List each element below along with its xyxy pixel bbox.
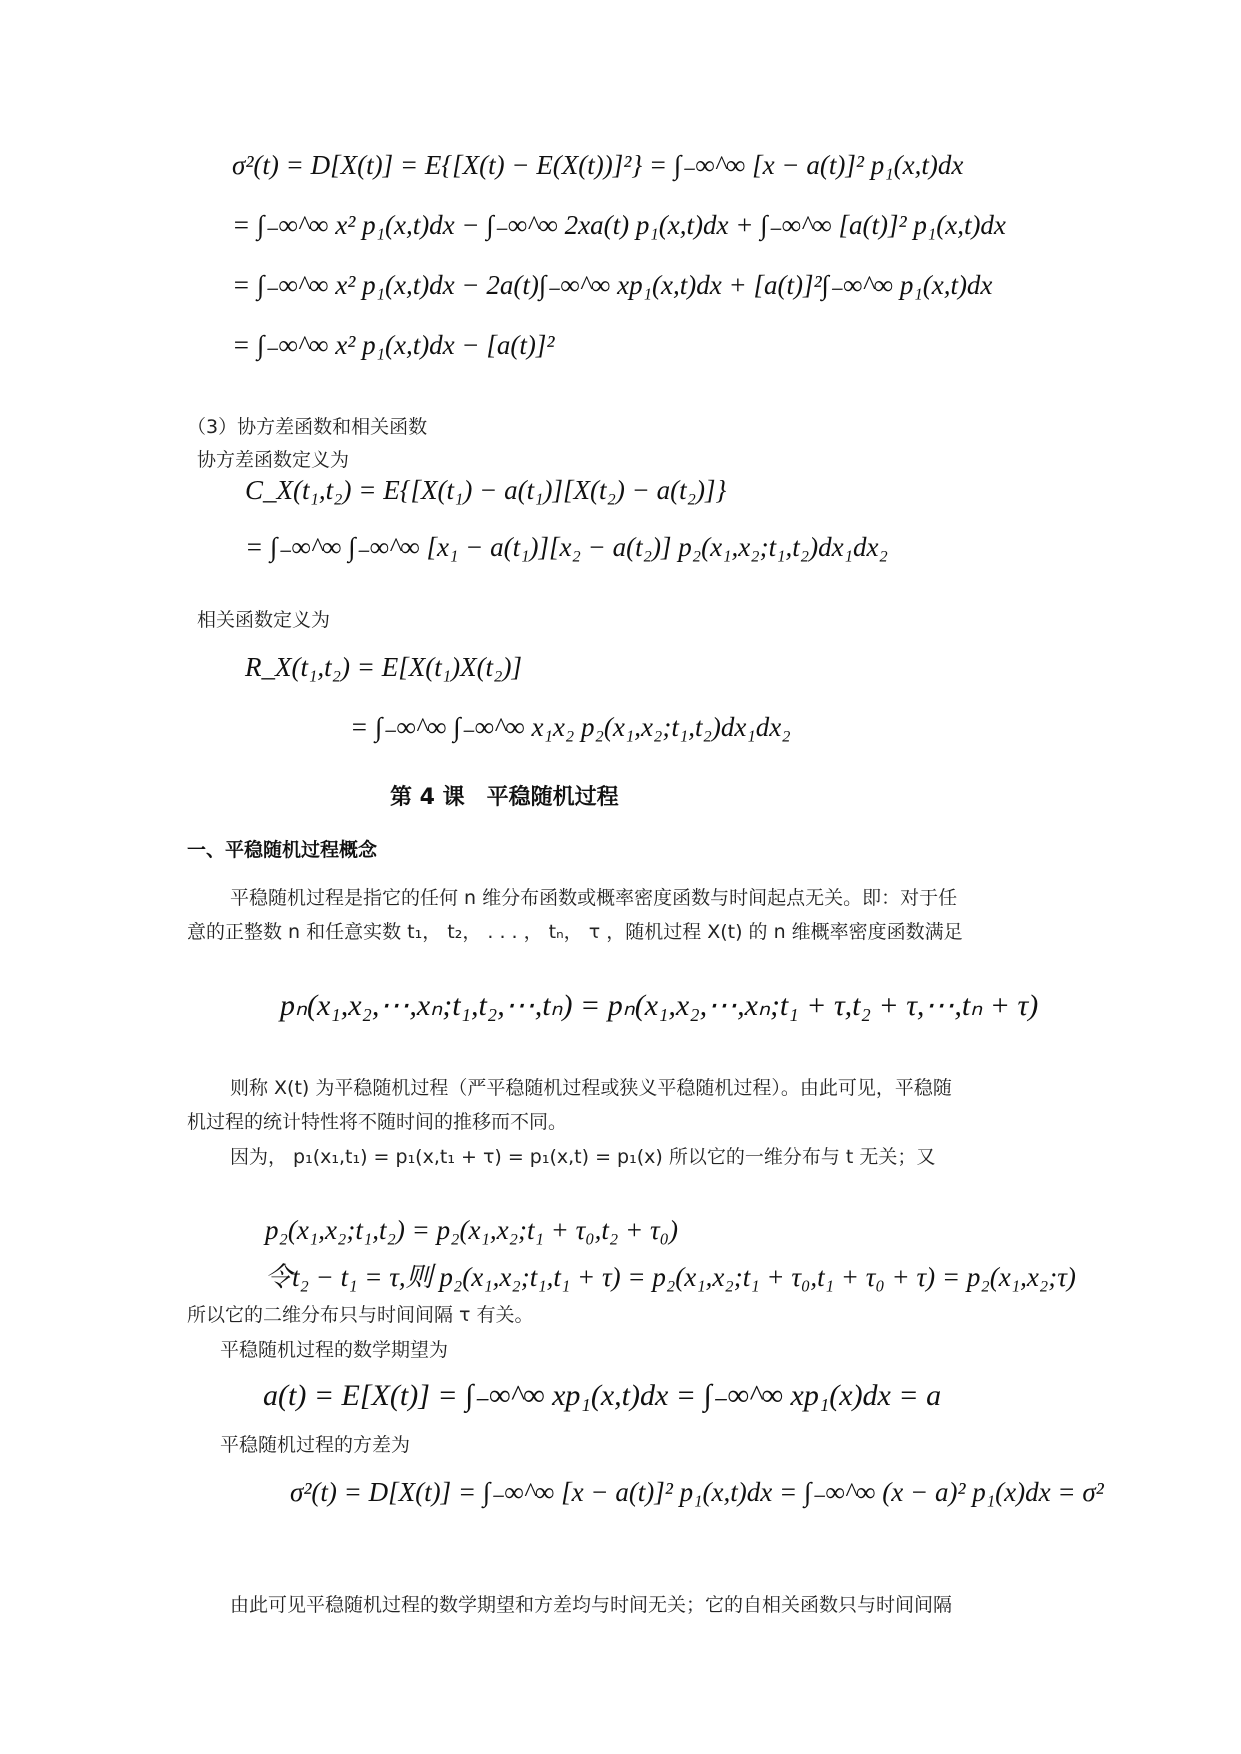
section-3-title: （3）协方差函数和相关函数	[187, 416, 428, 438]
variance-eq-line-4: = ∫₋∞^∞ x² p₁(x,t)dx − [a(t)]²	[232, 330, 555, 360]
para-2-line-1: 则称 X(t) 为平稳随机过程（严平稳随机过程或狭义平稳随机过程）。由此可见，平稳随	[230, 1077, 952, 1099]
lesson-title: 第 4 课 平稳随机过程	[390, 785, 619, 810]
stationary-variance-eq: σ²(t) = D[X(t)] = ∫₋∞^∞ [x − a(t)]² p₁(x,t)dx = ∫₋∞^∞ (x − a)² p₁(x)dx = σ²	[290, 1477, 1104, 1507]
variance-eq-line-1: σ²(t) = D[X(t)] = E{[X(t) − E(X(t))]²} = ∫₋∞^∞ [x − a(t)]² p₁(x,t)dx	[232, 150, 964, 180]
covariance-eq-1: C_X(t₁,t₂) = E{[X(t₁) − a(t₁)][X(t₂) − a(t₂)]}	[245, 475, 727, 505]
para-5: 由此可见平稳随机过程的数学期望和方差均与时间无关；它的自相关函数只与时间间隔	[230, 1594, 953, 1616]
para-2-line-2: 机过程的统计特性将不随时间的推移而不同。	[187, 1111, 568, 1133]
mean-intro: 平稳随机过程的数学期望为	[220, 1339, 449, 1361]
p2-eq-1: p₂(x₁,x₂;t₁,t₂) = p₂(x₁,x₂;t₁ + τ₀,t₂ + τ₀)	[265, 1215, 679, 1245]
variance-eq-line-3: = ∫₋∞^∞ x² p₁(x,t)dx − 2a(t)∫₋∞^∞ xp₁(x,t)dx + [a(t)]²∫₋∞^∞ p₁(x,t)dx	[232, 270, 993, 300]
p2-eq-2: 令t₂ − t₁ = τ,则 p₂(x₁,x₂;t₁,t₁ + τ) = p₂(x₁,x₂;t₁ + τ₀,t₁ + τ₀ + τ) = p₂(x₁,x₂;τ)	[265, 1262, 1076, 1292]
covariance-eq-2: = ∫₋∞^∞ ∫₋∞^∞ [x₁ − a(t₁)][x₂ − a(t₂)] p₂(x₁,x₂;t₁,t₂)dx₁dx₂	[245, 532, 888, 562]
section-1-title: 一、平稳随机过程概念	[187, 839, 378, 861]
para-3: 因为， p₁(x₁,t₁) = p₁(x,t₁ + τ) = p₁(x,t) = p₁(x) 所以它的一维分布与 t 无关；又	[230, 1146, 936, 1168]
correlation-intro: 相关函数定义为	[197, 609, 331, 631]
stationary-eq: pₙ(x₁,x₂,⋯,xₙ;t₁,t₂,⋯,tₙ) = pₙ(x₁,x₂,⋯,xₙ;t₁ + τ,t₂ + τ,⋯,tₙ + τ)	[280, 989, 1039, 1022]
correlation-eq-2: = ∫₋∞^∞ ∫₋∞^∞ x₁x₂ p₂(x₁,x₂;t₁,t₂)dx₁dx₂	[350, 712, 791, 742]
covariance-intro: 协方差函数定义为	[197, 449, 350, 471]
para-1-line-1: 平稳随机过程是指它的任何 n 维分布函数或概率密度函数与时间起点无关。即：对于任	[230, 887, 958, 909]
para-1-line-2: 意的正整数 n 和任意实数 t₁， t₂， . . . ， tₙ， τ ，随机过程 X(t) 的 n 维概率密度函数满足	[187, 921, 963, 943]
variance-intro: 平稳随机过程的方差为	[220, 1434, 411, 1456]
variance-eq-line-2: = ∫₋∞^∞ x² p₁(x,t)dx − ∫₋∞^∞ 2xa(t) p₁(x,t)dx + ∫₋∞^∞ [a(t)]² p₁(x,t)dx	[232, 210, 1006, 240]
correlation-eq-1: R_X(t₁,t₂) = E[X(t₁)X(t₂)]	[245, 652, 522, 682]
para-4: 所以它的二维分布只与时间间隔 τ 有关。	[187, 1304, 534, 1326]
mean-eq: a(t) = E[X(t)] = ∫₋∞^∞ xp₁(x,t)dx = ∫₋∞^∞ xp₁(x)dx = a	[263, 1379, 942, 1412]
